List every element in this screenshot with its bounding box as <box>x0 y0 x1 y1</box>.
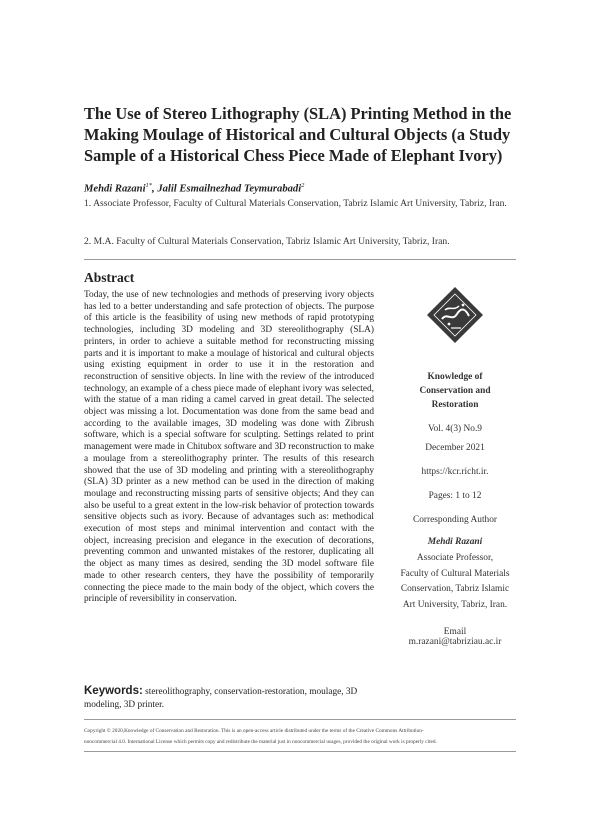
author-2-marker: 2 <box>301 182 305 189</box>
author-1-marker: 1* <box>145 182 153 189</box>
journal-logo-icon <box>425 285 485 345</box>
abstract-heading: Abstract <box>84 270 135 285</box>
journal-sidebar <box>394 285 516 647</box>
journal-name <box>394 370 516 412</box>
journal-name-line-2: Conservation and <box>419 386 491 396</box>
author-2: Jalil Esmailnezhad Teymurabadi <box>157 183 302 195</box>
email-address[interactable]: m.razani@tabriziau.ac.ir <box>408 637 502 647</box>
authors-line <box>84 182 524 195</box>
author-1: Mehdi Razani <box>84 183 146 195</box>
journal-name-line-3: Restoration <box>431 400 479 410</box>
copyright-line-2: noncommercial 4.0. International License which permits copy and redistribute the material just in noncommercial usages, provided the original work is properly cited. <box>84 739 437 745</box>
keywords-label: Keywords: <box>84 685 143 697</box>
publication-date: December 2021 <box>425 443 485 453</box>
header-divider <box>84 259 516 260</box>
footer-divider <box>84 719 516 720</box>
corresponding-affiliation <box>394 551 516 613</box>
author-university: Art University, Tabriz, Iran. <box>402 599 508 610</box>
author-faculty-2: Conservation, Tabriz Islamic <box>400 584 510 594</box>
email-label: Email <box>443 627 467 637</box>
author-position: Associate Professor, <box>416 553 494 563</box>
volume-issue: Vol. 4(3) No.9 <box>428 424 482 434</box>
journal-name-line-1: Knowledge of <box>427 372 483 382</box>
abstract-body: Today, the use of new technologies and methods of preserving ivory objects has led to a better understanding and safe protection of objects. The purpose of this article is the feasibility of using new methods of rapid prototyping technologies, including 3D modeling and 3D stereolithography (SLA) printers, in order to achieve a suitable method for reconstructing missing parts and it is important to make a moulage of historical and cultural objects using existing equipment in order to use it in the restoration and reconstruction of sensitive objects. In line with the review of the introduced technology, an example of a chess piece made of elephant ivory was selected, with the statue of a man riding a camel carved in great detail. The selected object was missing a lot. Documentation was done from the same bead and according to the available images, 3D modeling was done with Zibrush software, which is a special software for sculpting. Settings related to print management were made in Chitubox software and 3D reconstruction to make a moulage from a stereolithography printer. The results of this research showed that the use of 3D modeling and printing with a stereolithography (SLA) 3D printer as a new method can be used in the direction of making moulage and reconstructing missing parts of sensitive objects; And they can also be useful to a great extent in the low-risk behavior of protection towards sensitive objects such as ivory. Because of advantages such as: methodical execution of most steps and minimal intervention and contact with the object, increasing precision and elegance in the execution of decorations, preventing common and unwanted mistakes of the restorer, duplicating all the object as many times as desired, sending the 3D model software file made to other research centers, they have the possibility of temporarily connecting the piece made to the main body of the object, which covers the principle of reversibility in conservation. <box>84 290 374 605</box>
keywords <box>84 685 376 712</box>
page-range: Pages: 1 to 12 <box>428 491 482 501</box>
footer-bottom-divider <box>84 751 516 752</box>
affiliation-2: 2. M.A. Faculty of Cultural Materials Conservation, Tabriz Islamic Art University, Tabriz, Iran. <box>84 236 450 247</box>
copyright-line-1: Copyright © 2020,Knowledge of Conservation and Restoration. This is an open-access article distributed under the terms of the Creative Commons Attribution- <box>84 728 424 734</box>
journal-url[interactable]: https://kcr.richt.ir. <box>421 467 489 477</box>
author-faculty: Faculty of Cultural Materials <box>400 568 510 579</box>
keywords-text: stereolithography, conservation-restoration, moulage, 3D modeling, 3D printer. <box>84 687 358 710</box>
article-title: The Use of Stereo Lithography (SLA) Printing Method in the Making Moulage of Historical and Cultural Objects (a Study Sample of a Historical Chess Piece Made of Elephant Ivory) <box>84 104 512 165</box>
corresponding-author-name: Mehdi Razani <box>427 537 483 547</box>
corresponding-label: Corresponding Author <box>412 515 498 525</box>
affiliation-1: 1. Associate Professor, Faculty of Cultural Materials Conservation, Tabriz Islamic Art University, Tabriz, Iran. <box>84 198 507 209</box>
copyright-footer <box>84 726 516 748</box>
author-separator: , <box>152 183 158 195</box>
